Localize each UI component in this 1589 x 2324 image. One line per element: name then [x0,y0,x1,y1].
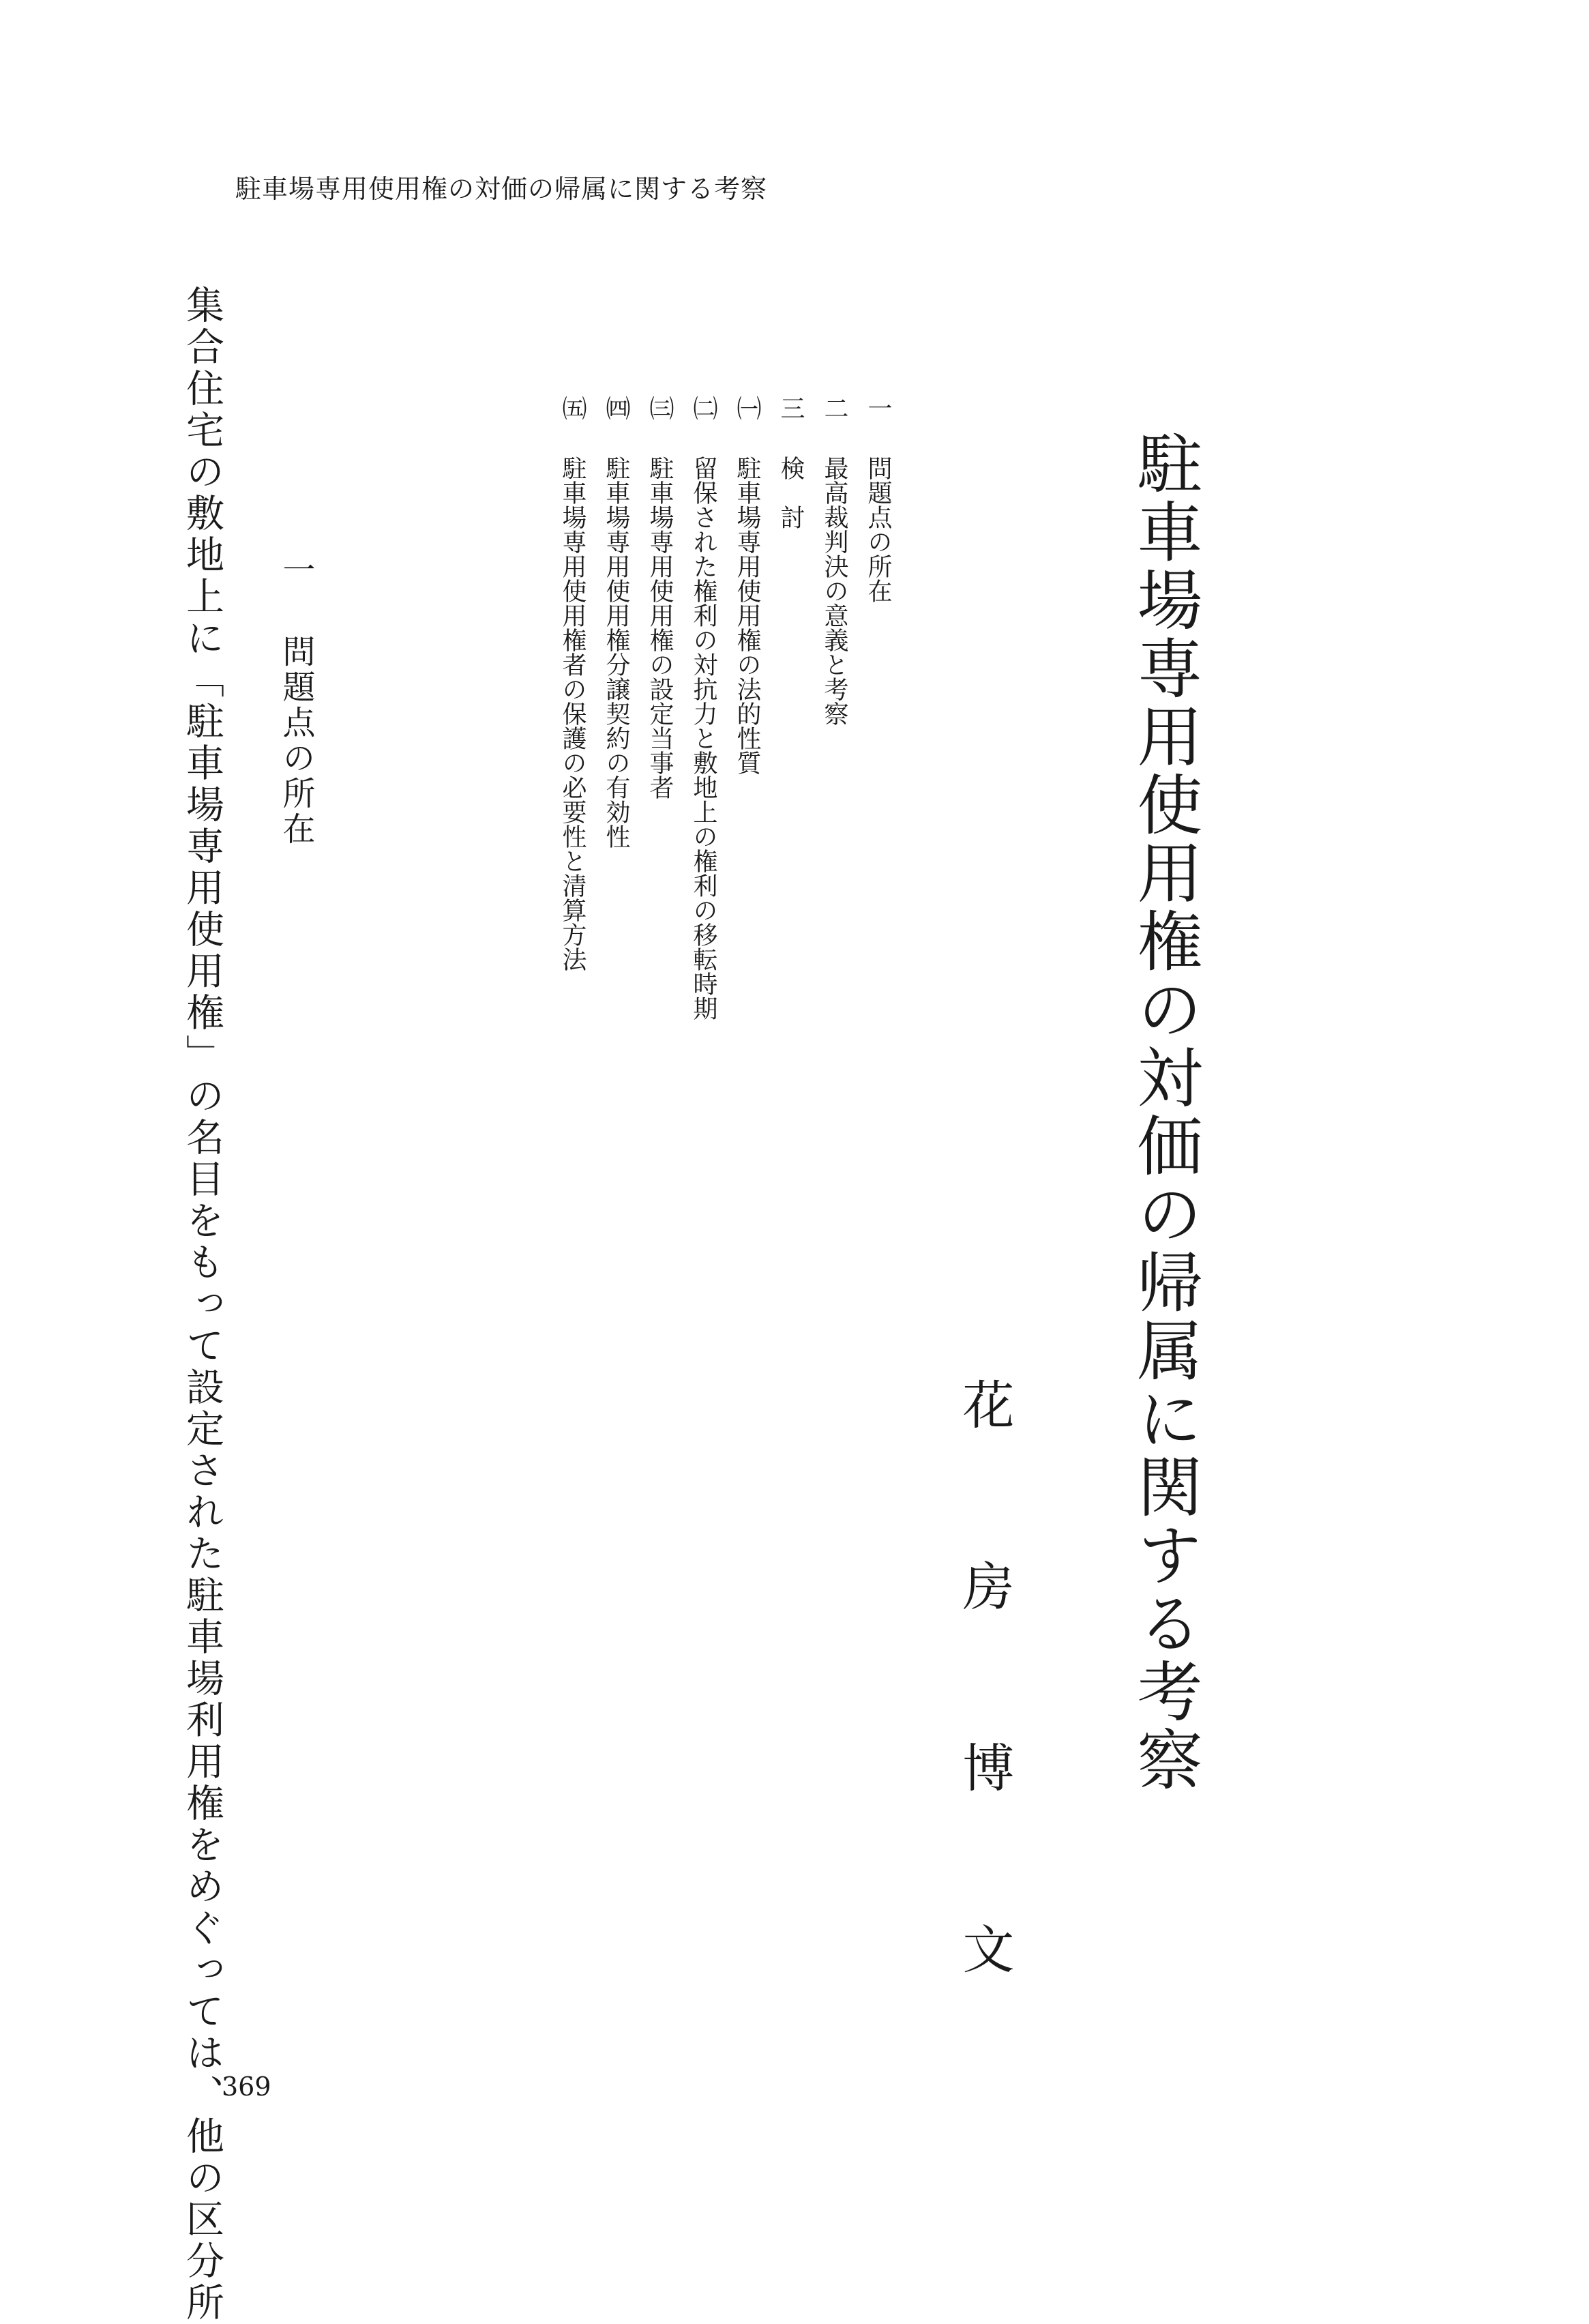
body-text-column: 集合住宅の敷地上に「駐車場専用使用権」の名目をもって設定された駐車場利用権をめぐっては、他の区分所 [180,285,224,2324]
article-title: 駐車場専用使用権の対価の帰属に関する考察 [1127,430,1203,1794]
section-number: 一 [277,553,315,588]
toc-item-number: ㈢ [646,396,674,420]
toc-subitem [584,396,628,1146]
toc-subitem [541,396,584,1146]
toc-subitem [628,396,672,1146]
toc-item-number: ㈣ [602,396,630,420]
table-of-contents [508,396,890,1146]
toc-item-text: 駐車場専用使用権分譲契約の有効性 [602,456,630,849]
toc-item [759,396,803,1146]
toc-item-text: 留保された権利の対抗力と敷地上の権利の移転時期 [689,456,717,1020]
toc-item-text: 最高裁判決の意義と考察 [820,456,848,726]
section-title: 問題点の所在 [277,634,315,847]
author-name: 花房博文 [954,1378,1015,2104]
toc-item [803,396,846,1146]
toc-item-text: 問題点の所在 [864,456,892,603]
toc-item [846,396,890,1146]
toc-item-number: 三 [777,396,805,420]
toc-subitem [672,396,715,1146]
toc-item-number: ㈠ [733,396,761,420]
toc-item-number: 二 [820,396,848,420]
toc-item-number: ㈤ [559,396,586,420]
toc-subitem [715,396,759,1146]
toc-item-text: 駐車場専用使用権者の保護の必要性と清算方法 [559,456,586,971]
page-number: 369 [222,2072,271,2102]
running-header: 駐車場専用使用権の対価の帰属に関する考察 [235,174,768,204]
section-heading [277,553,315,847]
toc-item-text: 検 討 [777,456,805,529]
toc-item-number: 一 [864,396,892,420]
toc-item-text: 駐車場専用使用権の設定当事者 [646,456,674,799]
toc-item-number: ㈡ [689,396,717,420]
toc-item-text: 駐車場専用使用権の法的性質 [733,456,761,775]
